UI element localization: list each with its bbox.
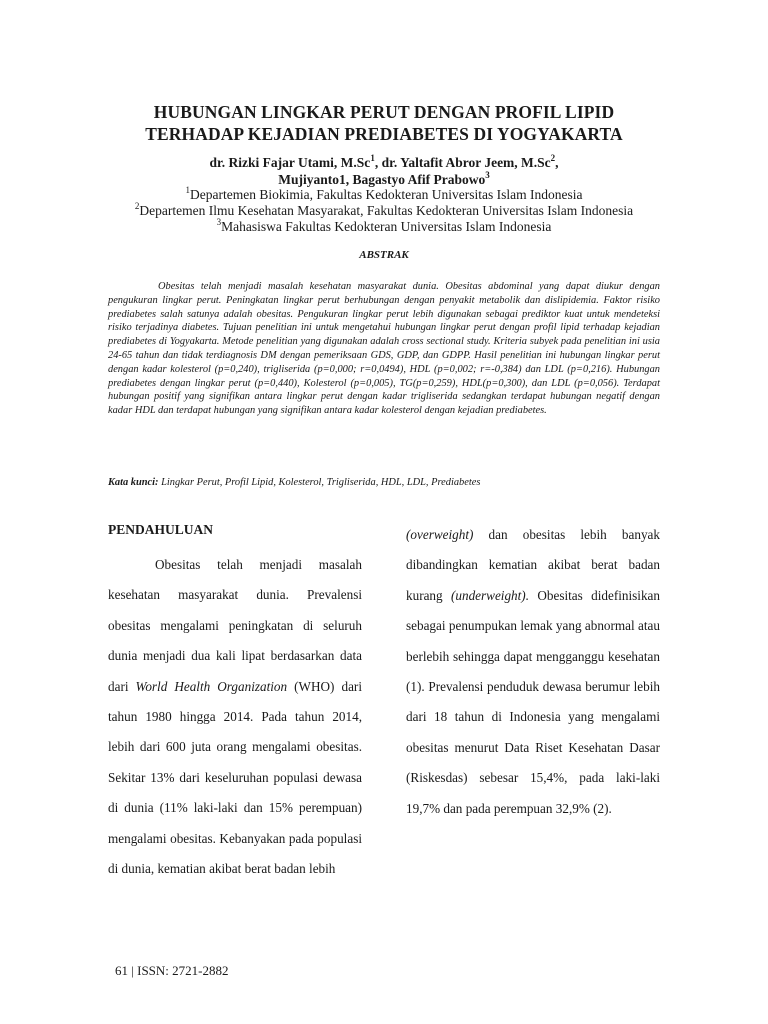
affiliation-mark: 2 — [134, 200, 140, 211]
paragraph-text: dan obesitas lebih banyak dibandingkan kematian akibat berat badan kurang — [406, 527, 660, 603]
author-affil-mark: 2 — [550, 152, 556, 163]
column-left — [108, 520, 362, 884]
affiliation — [80, 216, 688, 235]
affiliation-text: Departemen Biokimia, Fakultas Kedokteran Universitas Islam Indonesia — [189, 187, 583, 202]
paragraph-emphasis: (overweight) — [406, 527, 474, 542]
keywords-list: Lingkar Perut, Profil Lipid, Kolesterol, Trigliserida, HDL, LDL, Prediabetes — [158, 477, 481, 488]
footer-separator: | — [128, 963, 138, 978]
keywords — [108, 476, 660, 489]
paragraph-text: Obesitas didefinisikan sebagai penumpukan lemak yang abnormal atau berlebih sehingga dapat mengganggu kesehatan (1). Prevalensi penduduk dewasa berumur lebih dari 18 tahun di Indonesia yang mengalami obesitas menurut Data Riset Kesehatan Dasar (Riskesdas) sebesar 15,4%, pada laki-laki 19,7% dan pada perempuan 32,9% (2). — [406, 587, 660, 816]
affiliation-mark: 3 — [216, 216, 222, 227]
author-affil-mark: 3 — [485, 169, 490, 180]
author-name: dr. Rizki Fajar Utami, M.Sc — [209, 155, 371, 170]
paragraph-emphasis: World Health Organization — [135, 678, 288, 694]
column-right — [406, 520, 660, 824]
affiliation-text: Departemen Ilmu Kesehatan Masyarakat, Fakultas Kedokteran Universitas Islam Indonesia — [139, 203, 634, 218]
author-name: , dr. Yaltafit Abror Jeem, M.Sc — [374, 155, 551, 170]
paper-title — [80, 101, 688, 145]
keywords-label: Kata kunci: — [108, 477, 159, 488]
affiliation — [80, 200, 688, 219]
abstract-heading: ABSTRAK — [359, 249, 409, 261]
author-separator: , — [555, 155, 559, 170]
title-line-2: TERHADAP KEJADIAN PREDIABETES DI YOGYAKARTA — [145, 124, 623, 144]
paragraph — [108, 550, 362, 884]
author-affil-mark: 1 — [370, 152, 375, 163]
author-line-2 — [80, 171, 688, 188]
paragraph-text: (WHO) dari tahun 1980 hingga 2014. Pada tahun 2014, lebih dari 600 juta orang mengalami obesitas. Sekitar 13% dari keseluruhan populasi dewasa di dunia (11% laki-laki dan 15% perempuan) mengalami obesitas. Kebanyakan pada populasi di dunia, kematian akibat berat badan lebih — [108, 678, 362, 877]
abstract-body: Obesitas telah menjadi masalah kesehatan masyarakat dunia. Obesitas abdominal yang dapat diukur dengan pengukuran lingkar perut. Peningkatan lingkar perut berhubungan dengan penyakit metabolik dan dislipidemia. Faktor risiko prediabetes salah satunya adalah obesitas. Pengukuran lingkar perut lebih digunakan sebagai prediktor kuat untuk mendeteksi risiko terjadinya diabetes. Tujuan penelitian ini untuk mengetahui hubungan lingkar perut dengan profil lipid terhadap kejadian prediabetes di Yogyakarta. Metode penelitian yang digunakan adalah cross sectional study. Kriteria subyek pada penelitian ini usia 24-65 tahun dan tidak terdiagnosis DM dengan pemeriksaan GDS, GDP, dan GDPP. Hasil penelitian ini hubungan lingkar perut dengan kadar kolesterol (p=0,240), trigliserida (p=0,000; r=0,0494), HDL (p=0,002; r=-0,384) dan LDL (p=0,216). Hubungan prediabetes dengan lingkar perut (p=0,440), Kolesterol (p=0,005), TG(p=0,259), HDL(p=0,300), dan LDL (p=0,056). Terdapat hubungan positif yang signifikan antara lingkar perut dengan kadar trigliserida sedangkan terdapat hubungan negatif dengan kadar HDL dan terdapat hubungan yang signifikan antara kadar kolesterol dengan kejadian prediabetes. — [108, 281, 660, 417]
title-line-1: HUBUNGAN LINGKAR PERUT DENGAN PROFIL LIPID — [153, 102, 615, 122]
page-number: 61 — [115, 963, 128, 978]
affiliation — [80, 184, 688, 203]
affiliation-mark: 1 — [185, 184, 190, 195]
section-heading: PENDAHULUAN — [108, 522, 214, 537]
author-list — [80, 154, 688, 188]
issn: ISSN: 2721-2882 — [137, 963, 229, 978]
paragraph-emphasis: (underweight). — [450, 587, 529, 603]
paragraph-text: Obesitas telah menjadi masalah kesehatan masyarakat dunia. Prevalensi obesitas mengalami peningkatan di seluruh dunia menjadi dua kali lipat berdasarkan data dari — [108, 557, 362, 694]
author-name: Mujiyanto1, Bagastyo Afif Prabowo — [278, 172, 486, 187]
paragraph — [406, 520, 660, 824]
page-footer — [115, 963, 228, 979]
affiliation-list — [80, 184, 688, 235]
author-line-1 — [80, 154, 688, 171]
affiliation-text: Mahasiswa Fakultas Kedokteran Universitas Islam Indonesia — [221, 219, 552, 234]
